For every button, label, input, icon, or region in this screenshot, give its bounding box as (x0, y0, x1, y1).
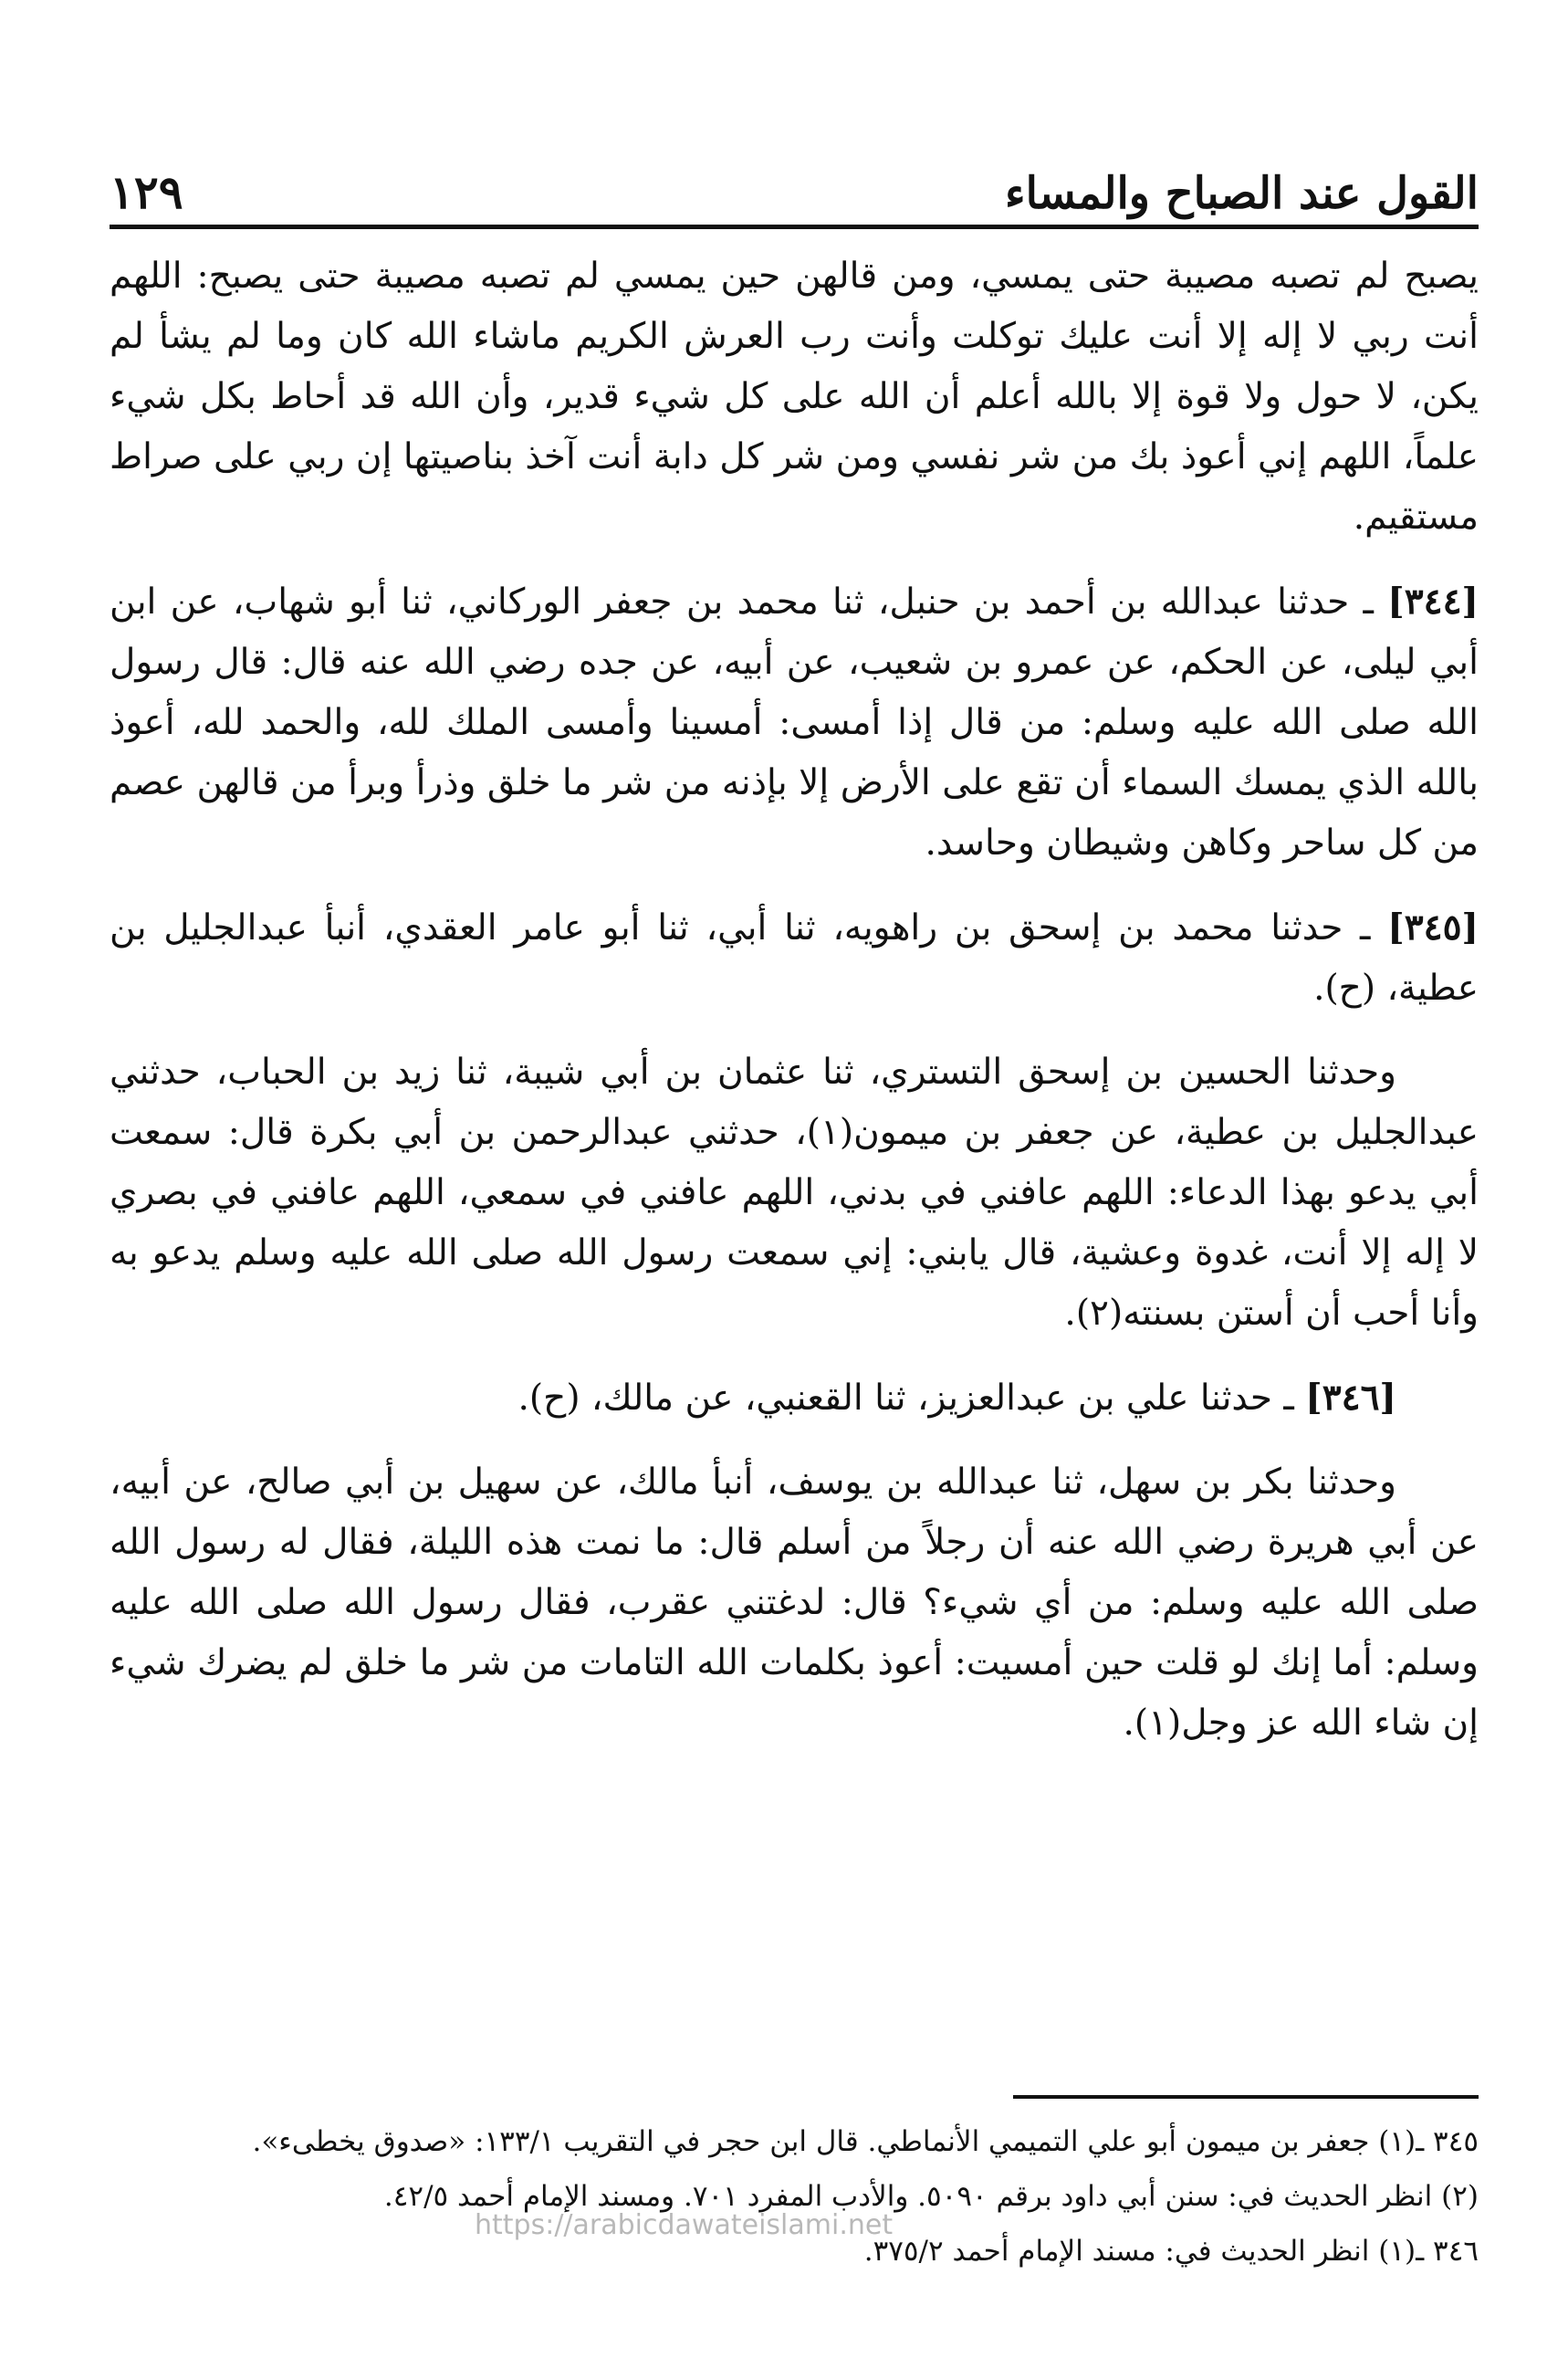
hadith-text: ـ حدثنا محمد بن إسحق بن راهويه، ثنا أبي، ثنا أبو عامر العقدي، أنبأ عبدالجليل بن عطية، (ح). (110, 907, 1479, 1009)
hadith-number: [٣٤٤] (1387, 581, 1479, 623)
running-header (110, 146, 1479, 229)
paragraph-text: يصبح لم تصبه مصيبة حتى يمسي، ومن قالهن حين يمسي لم تصبه مصيبة حتى يصبح: اللهم أنت ربي لا إله إلا أنت عليك توكلت وأنت رب العرش الكريم ماشاء الله كان وما لم يشأ لم يكن، لا حول ولا قوة إلا بالله أعلم أن الله على كل شيء قدير، وأن الله قد أحاط بكل شيء علماً، اللهم إني أعوذ بك من شر نفسي ومن شر كل دابة أنت آخذ بناصيتها إن ربي على صراط مستقيم. (110, 256, 1479, 538)
footnote: ٣٤٥ ـ(١) جعفر بن ميمون أبو علي التميمي الأنماطي. قال ابن حجر في التقريب ١٣٣/١: «صدوق يخطىء». (252, 2125, 1479, 2158)
hadith-number: [٣٤٥] (1387, 907, 1479, 948)
paragraph (110, 1452, 1479, 1754)
footnote: (٢) انظر الحديث في: سنن أبي داود برقم ٥٠٩٠. والأدب المفرد ٧٠١. ومسند الإمام أحمد ٤٢/٥. (383, 2180, 1479, 2213)
footnote-divider (1013, 2095, 1479, 2099)
hadith-text: ـ حدثنا عبدالله بن أحمد بن حنبل، ثنا محمد بن جعفر الوركاني، ثنا أبو شهاب، عن ابن أبي ليلى، عن الحكم، عن عمرو بن شعيب، عن أبيه، عن جده رضي الله عنه قال: قال رسول الله صلى الله عليه وسلم: من قال إذا أمسى: أمسينا وأمسى الملك لله، والحمد لله، أعوذ بالله الذي يمسك السماء أن تقع على الأرض إلا بإذنه من شر ما خلق وذرأ وبرأ من قالهن عصم من كل ساحر وكاهن وشيطان وحاسد. (110, 582, 1479, 864)
footnotes (110, 2095, 1479, 2285)
hadith-344 (110, 571, 1479, 874)
paragraph-text: وحدثنا بكر بن سهل، ثنا عبدالله بن يوسف، أنبأ مالك، عن سهيل بن أبي صالح، عن أبيه، عن أبي هريرة رضي الله عنه أن رجلاً من أسلم قال: ما نمت هذه الليلة، فقال له رسول الله صلى الله عليه وسلم: من أي شيء؟ قال: لدغتني عقرب، فقال رسول الله صلى الله عليه وسلم: أما إنك لو قلت حين أمسيت: أعوذ بكلمات الله التامات من شر ما خلق لم يضرك شيء إن شاء الله عز وجل(١). (110, 1462, 1479, 1744)
footnote: ٣٤٦ ـ(١) انظر الحديث في: مسند الإمام أحمد ٣٧٥/٢. (863, 2235, 1479, 2268)
main-text (110, 246, 1479, 1777)
hadith-346 (110, 1368, 1479, 1429)
page (110, 128, 1479, 2337)
paragraph (110, 1043, 1479, 1344)
paragraph-text: وحدثنا الحسين بن إسحق التستري، ثنا عثمان بن أبي شيبة، ثنا زيد بن الحباب، حدثني عبدالجليل بن عطية، عن جعفر بن ميمون(١)، حدثني عبدالرحمن بن أبي بكرة قال: سمعت أبي يدعو بهذا الدعاء: اللهم عافني في بدني، اللهم عافني في سمعي، اللهم عافني في بصري لا إله إلا أنت، غدوة وعشية، قال يابني: إني سمعت رسول الله صلى الله عليه وسلم يدعو به وأنا أحب أن أستن بسنته(٢). (110, 1052, 1479, 1334)
paragraph (110, 246, 1479, 548)
chapter-title: القول عند الصباح والمساء (1005, 168, 1479, 219)
page-number: ١٢٩ (110, 165, 183, 219)
hadith-text: ـ حدثنا علي بن عبدالعزيز، ثنا القعنبي، عن مالك، (ح). (517, 1378, 1306, 1419)
watermark: https://arabicdawateislami.net (475, 2209, 894, 2241)
hadith-345 (110, 897, 1479, 1019)
hadith-number: [٣٤٦] (1305, 1377, 1396, 1419)
